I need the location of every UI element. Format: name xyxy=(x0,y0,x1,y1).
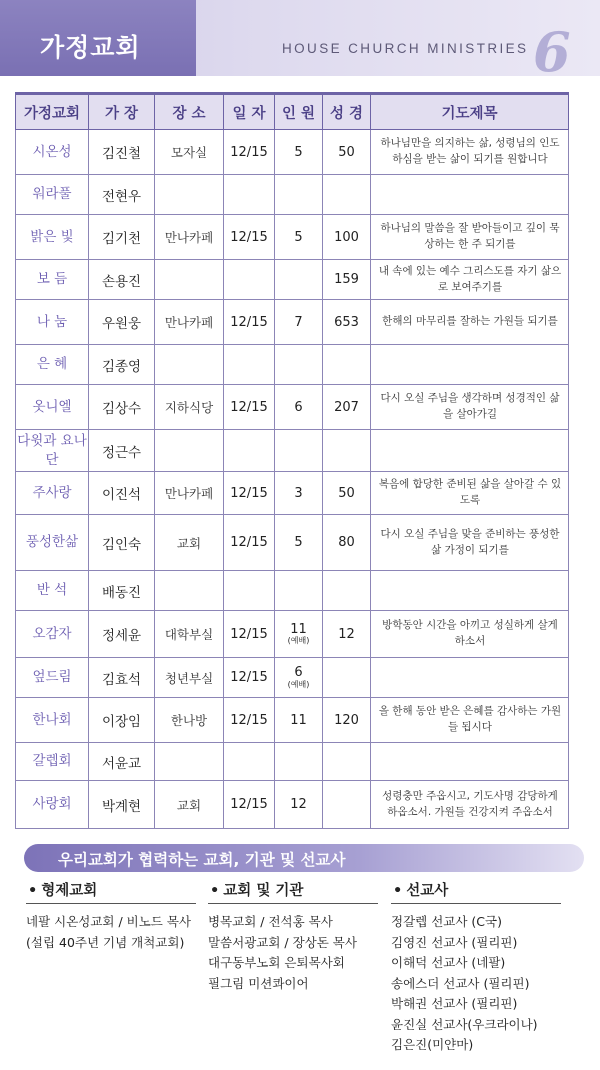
attendance-value: 6 xyxy=(294,665,303,681)
prayer-cell: 방학동안 시간을 아끼고 성실하게 살게 하소서 xyxy=(371,611,569,658)
table-row xyxy=(16,698,569,743)
place-cell: 한나방 xyxy=(155,698,224,743)
bible-cell xyxy=(323,175,371,215)
list-item: 대구동부노회 은퇴목사회 xyxy=(208,955,345,970)
place-cell: 만나카페 xyxy=(155,300,224,345)
church-cell: 다윗과 요나단 xyxy=(16,430,89,472)
attendance-cell xyxy=(275,743,323,781)
leader-cell: 김진철 xyxy=(89,130,155,175)
sister-churches-list xyxy=(26,912,196,953)
date-cell: 12/15 xyxy=(224,611,275,658)
church-cell: 갈렙회 xyxy=(16,743,89,781)
bible-cell: 50 xyxy=(323,472,371,515)
prayer-cell: 내 속에 있는 예수 그리스도를 자기 삶으로 보여주기를 xyxy=(371,260,569,300)
institutions-heading xyxy=(208,879,378,904)
bible-cell xyxy=(323,571,371,611)
page-subtitle: HOUSE CHURCH MINISTRIES xyxy=(282,41,529,56)
attendance-cell: 5 xyxy=(275,215,323,260)
page-number: 6 xyxy=(533,20,571,84)
house-church-table xyxy=(15,92,569,829)
missionaries-heading xyxy=(391,879,561,904)
sister-churches-title: 형제교회 xyxy=(41,883,98,899)
church-cell: 주사랑 xyxy=(16,472,89,515)
attendance-cell xyxy=(275,611,323,658)
table-row xyxy=(16,300,569,345)
church-cell: 밝은 빛 xyxy=(16,215,89,260)
attendance-value: 11 xyxy=(290,621,307,637)
date-cell xyxy=(224,175,275,215)
attendance-cell: 11 xyxy=(275,698,323,743)
place-cell xyxy=(155,743,224,781)
bible-cell: 120 xyxy=(323,698,371,743)
partners-banner-title: 우리교회가 협력하는 교회, 기관 및 선교사 xyxy=(58,851,346,869)
table-row xyxy=(16,175,569,215)
place-cell: 교회 xyxy=(155,515,224,571)
leader-cell: 김종영 xyxy=(89,345,155,385)
sister-churches-column xyxy=(26,879,196,953)
date-cell xyxy=(224,345,275,385)
list-item: 말씀서광교회 / 장상돈 목사 xyxy=(208,934,357,950)
list-item: 김영진 선교사 (필리핀) xyxy=(391,934,518,950)
bible-cell xyxy=(323,430,371,472)
table-row xyxy=(16,781,569,829)
attendance-cell xyxy=(275,658,323,698)
prayer-cell: 하나님의 말씀을 잘 받아들이고 깊이 묵상하는 한 주 되기를 xyxy=(371,215,569,260)
table-row xyxy=(16,472,569,515)
attendance-cell: 6 xyxy=(275,385,323,430)
page-header xyxy=(0,0,600,84)
place-cell: 모자실 xyxy=(155,130,224,175)
list-item: 박해권 선교사 (필리핀) xyxy=(391,996,518,1011)
leader-cell: 전현우 xyxy=(89,175,155,215)
partners-banner xyxy=(24,844,584,872)
col-header-attendance: 인 원 xyxy=(275,94,323,130)
prayer-cell xyxy=(371,571,569,611)
bible-cell: 50 xyxy=(323,130,371,175)
col-header-church: 가정교회 xyxy=(16,94,89,130)
bible-cell: 80 xyxy=(323,515,371,571)
list-item: 송에스더 선교사 (필리핀) xyxy=(391,975,530,991)
place-cell: 만나카페 xyxy=(155,472,224,515)
church-cell: 사랑회 xyxy=(16,781,89,829)
bible-cell xyxy=(323,658,371,698)
prayer-cell: 복음에 합당한 준비된 삶을 살아갈 수 있도록 xyxy=(371,472,569,515)
bible-cell: 207 xyxy=(323,385,371,430)
place-cell xyxy=(155,571,224,611)
prayer-cell xyxy=(371,430,569,472)
attendance-cell xyxy=(275,175,323,215)
church-cell: 나 눔 xyxy=(16,300,89,345)
prayer-cell xyxy=(371,175,569,215)
list-item: 병목교회 / 전석홍 목사 xyxy=(208,914,333,929)
list-item: 네팔 시온성교회 / 비노드 목사 xyxy=(26,914,192,929)
table-row xyxy=(16,430,569,472)
attendance-cell xyxy=(275,571,323,611)
bible-cell: 12 xyxy=(323,611,371,658)
leader-cell: 우원웅 xyxy=(89,300,155,345)
title-box xyxy=(0,0,196,76)
bullet-icon: • xyxy=(28,883,38,899)
list-item: 윤진실 선교사(우크라이나) xyxy=(391,1016,538,1032)
attendance-cell xyxy=(275,430,323,472)
church-cell: 오감자 xyxy=(16,611,89,658)
list-item: 정갈렙 선교사 (C국) xyxy=(391,914,502,929)
date-cell: 12/15 xyxy=(224,515,275,571)
place-cell: 지하식당 xyxy=(155,385,224,430)
list-item: 김은진(미얀마) xyxy=(391,1037,474,1052)
list-item: (설립 40주년 기념 개척교회) xyxy=(26,934,185,950)
col-header-date: 일 자 xyxy=(224,94,275,130)
attendance-cell: 3 xyxy=(275,472,323,515)
leader-cell: 김기천 xyxy=(89,215,155,260)
table-row xyxy=(16,260,569,300)
bible-cell: 653 xyxy=(323,300,371,345)
church-cell: 한나회 xyxy=(16,698,89,743)
list-item: 필그림 미션콰이어 xyxy=(208,975,309,991)
bible-cell xyxy=(323,345,371,385)
leader-cell: 김효석 xyxy=(89,658,155,698)
church-cell: 풍성한삶 xyxy=(16,515,89,571)
attendance-cell xyxy=(275,260,323,300)
church-cell: 시온성 xyxy=(16,130,89,175)
attendance-note: (예배) xyxy=(287,636,310,646)
date-cell: 12/15 xyxy=(224,385,275,430)
prayer-cell: 다시 오실 주님을 생각하며 성경적인 삶을 살아가길 xyxy=(371,385,569,430)
bible-cell: 100 xyxy=(323,215,371,260)
col-header-leader: 가 장 xyxy=(89,94,155,130)
attendance-cell xyxy=(275,345,323,385)
leader-cell: 김상수 xyxy=(89,385,155,430)
place-cell: 청년부실 xyxy=(155,658,224,698)
col-header-place: 장 소 xyxy=(155,94,224,130)
bible-cell xyxy=(323,781,371,829)
date-cell xyxy=(224,571,275,611)
attendance-cell: 12 xyxy=(275,781,323,829)
date-cell: 12/15 xyxy=(224,215,275,260)
place-cell: 대학부실 xyxy=(155,611,224,658)
leader-cell: 손용진 xyxy=(89,260,155,300)
sister-churches-heading xyxy=(26,879,196,904)
list-item: 이해덕 선교사 (네팔) xyxy=(391,955,506,970)
date-cell: 12/15 xyxy=(224,472,275,515)
church-cell: 보 듬 xyxy=(16,260,89,300)
leader-cell: 정근수 xyxy=(89,430,155,472)
table-row xyxy=(16,743,569,781)
church-cell: 은 혜 xyxy=(16,345,89,385)
leader-cell: 이진석 xyxy=(89,472,155,515)
table-row xyxy=(16,130,569,175)
table-header-row xyxy=(16,94,569,130)
attendance-note: (예배) xyxy=(287,679,310,689)
bible-cell xyxy=(323,743,371,781)
col-header-prayer: 기도제목 xyxy=(371,94,569,130)
attendance-cell: 7 xyxy=(275,300,323,345)
prayer-cell: 한해의 마무리를 잘하는 가원들 되기를 xyxy=(371,300,569,345)
church-cell: 반 석 xyxy=(16,571,89,611)
date-cell: 12/15 xyxy=(224,781,275,829)
date-cell: 12/15 xyxy=(224,300,275,345)
date-cell xyxy=(224,260,275,300)
col-header-bible: 성 경 xyxy=(323,94,371,130)
place-cell xyxy=(155,345,224,385)
bible-cell: 159 xyxy=(323,260,371,300)
date-cell: 12/15 xyxy=(224,130,275,175)
institutions-column xyxy=(208,879,378,994)
table-row xyxy=(16,215,569,260)
church-cell: 워라풀 xyxy=(16,175,89,215)
leader-cell: 배동진 xyxy=(89,571,155,611)
date-cell xyxy=(224,430,275,472)
prayer-cell: 하나님만을 의지하는 삶, 성령님의 인도하심을 받는 삶이 되기를 원합니다 xyxy=(371,130,569,175)
church-cell: 엎드림 xyxy=(16,658,89,698)
leader-cell: 정세윤 xyxy=(89,611,155,658)
prayer-cell xyxy=(371,743,569,781)
prayer-cell: 성령충만 주옵시고, 기도사명 감당하게 하옵소서. 가원들 건강지켜 주옵소서 xyxy=(371,781,569,829)
leader-cell: 김인숙 xyxy=(89,515,155,571)
attendance-cell: 5 xyxy=(275,130,323,175)
table-row xyxy=(16,571,569,611)
page-title: 가정교회 xyxy=(40,33,141,62)
prayer-cell xyxy=(371,345,569,385)
table-row xyxy=(16,385,569,430)
missionaries-title: 선교사 xyxy=(406,883,449,899)
leader-cell: 박계현 xyxy=(89,781,155,829)
place-cell: 만나카페 xyxy=(155,215,224,260)
bullet-icon: • xyxy=(210,883,220,899)
place-cell xyxy=(155,430,224,472)
table-row xyxy=(16,345,569,385)
place-cell xyxy=(155,175,224,215)
table-row xyxy=(16,611,569,658)
prayer-cell: 올 한해 동안 받은 은혜를 감사하는 가원들 됩시다 xyxy=(371,698,569,743)
prayer-cell xyxy=(371,658,569,698)
table-row xyxy=(16,658,569,698)
date-cell: 12/15 xyxy=(224,658,275,698)
church-cell: 옷니엘 xyxy=(16,385,89,430)
date-cell xyxy=(224,743,275,781)
prayer-cell: 다시 오실 주님을 맞을 준비하는 풍성한 삶 가정이 되기를 xyxy=(371,515,569,571)
date-cell: 12/15 xyxy=(224,698,275,743)
institutions-list xyxy=(208,912,378,994)
leader-cell: 이장임 xyxy=(89,698,155,743)
missionaries-list xyxy=(391,912,561,1056)
institutions-title: 교회 및 기관 xyxy=(223,883,304,899)
table-row xyxy=(16,515,569,571)
place-cell: 교회 xyxy=(155,781,224,829)
bullet-icon: • xyxy=(393,883,403,899)
place-cell xyxy=(155,260,224,300)
missionaries-column xyxy=(391,879,561,1056)
attendance-cell: 5 xyxy=(275,515,323,571)
leader-cell: 서윤교 xyxy=(89,743,155,781)
